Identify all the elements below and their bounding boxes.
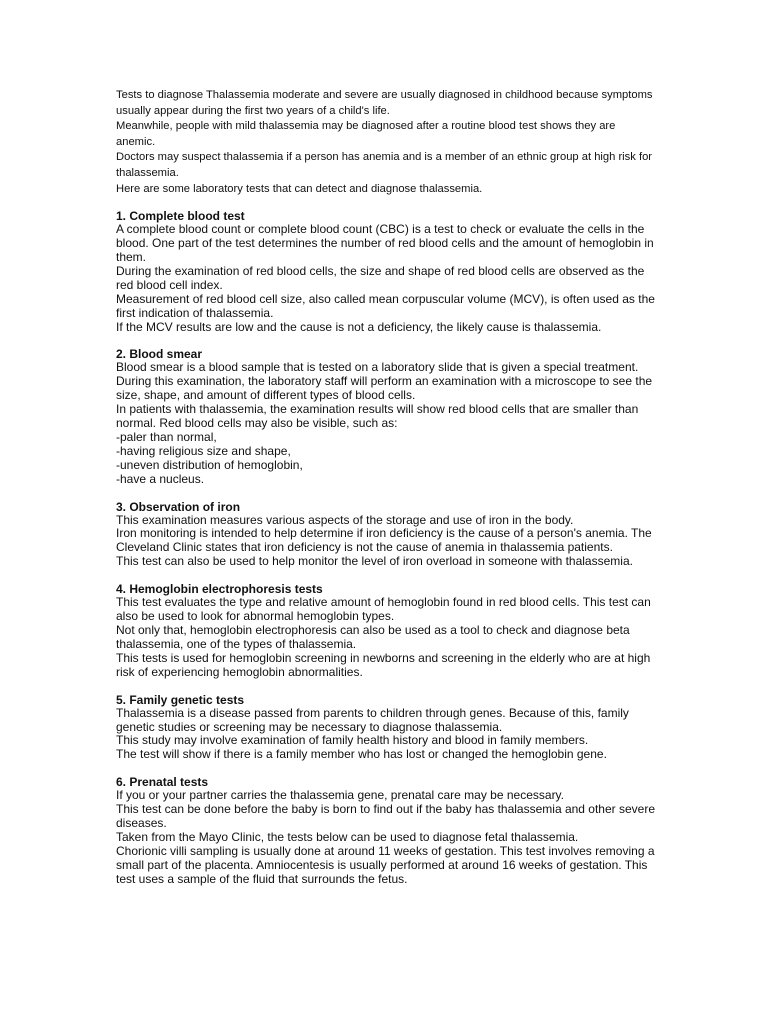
list-item: -uneven distribution of hemoglobin, xyxy=(116,457,303,472)
intro-paragraph: Meanwhile, people with mild thalassemia may be diagnosed after a routine blood test shows they are anemic. xyxy=(116,120,616,148)
intro-block xyxy=(116,88,656,197)
list-item: -paler than normal, xyxy=(116,429,217,444)
section-paragraph: This tests is used for hemoglobin screening in newborns and screening in the elderly who are at high risk of experiencing hemoglobin abnormalities. xyxy=(116,650,651,679)
section-paragraph: If the MCV results are low and the cause is not a deficiency, the likely cause is thalassemia. xyxy=(116,319,602,334)
section-paragraph: This test can also be used to help monitor the level of iron overload in someone with thalassemia. xyxy=(116,554,633,569)
section-heading: 5. Family genetic tests xyxy=(116,692,245,707)
section-paragraph: Not only that, hemoglobin electrophoresis can also be used as a tool to check and diagnose beta thalassemia, one of the types of thalassemia. xyxy=(116,623,630,651)
section-paragraph: This test can be done before the baby is born to find out if the baby has thalassemia and other severe diseases. xyxy=(116,802,656,831)
section-paragraph: Taken from the Mayo Clinic, the tests below can be used to diagnose fetal thalassemia. xyxy=(116,829,579,844)
section-heading: 3. Observation of iron xyxy=(116,499,241,514)
section-paragraph: In patients with thalassemia, the examination results will show red blood cells that are smaller than normal. Red blood cells may also be visible, such as: xyxy=(116,402,639,431)
section-paragraph: Iron monitoring is intended to help determine if iron deficiency is the cause of a person's anemia. The Cleveland Clinic states that iron deficiency is not the cause of anemia in thalassemia patients. xyxy=(116,526,652,555)
section-heading: 6. Prenatal tests xyxy=(116,775,209,790)
intro-paragraph: Here are some laboratory tests that can detect and diagnose thalassemia. xyxy=(116,182,483,195)
section-paragraph: This study may involve examination of family health history and blood in family members. xyxy=(116,733,589,748)
section-blood-smear xyxy=(116,347,656,486)
section-paragraph: Chorionic villi sampling is usually done at around 11 weeks of gestation. This test involves removing a small part of the placenta. Amniocentesis is usually performed at around 16 weeks of gestation. This test uses a sample of the fluid that surrounds the fetus. xyxy=(116,843,655,886)
section-heading: 2. Blood smear xyxy=(116,347,203,362)
section-paragraph: Measurement of red blood cell size, also called mean corpuscular volume (MCV), is often used as the first indication of thalassemia. xyxy=(116,291,655,320)
section-paragraph: Blood smear is a blood sample that is tested on a laboratory slide that is given a special treatment. During this examination, the laboratory staff will perform an examination with a microscope to see the size, shape, and amount of different types of blood cells. xyxy=(116,360,653,403)
list-item: -have a nucleus. xyxy=(116,471,205,486)
section-heading: 4. Hemoglobin electrophoresis tests xyxy=(116,582,323,597)
section-family-genetic-tests xyxy=(116,693,656,763)
section-heading: 1. Complete blood test xyxy=(116,209,245,224)
intro-paragraph: Doctors may suspect thalassemia if a person has anemia and is a member of an ethnic group at high risk for thalassemia. xyxy=(116,151,653,179)
section-prenatal-tests xyxy=(116,775,656,886)
section-observation-of-iron xyxy=(116,500,656,570)
section-paragraph: Thalassemia is a disease passed from parents to children through genes. Because of this, family genetic studies or screening may be necessary to diagnose thalassemia. xyxy=(116,705,629,734)
section-paragraph: This examination measures various aspects of the storage and use of iron in the body. xyxy=(116,512,574,527)
section-paragraph: During the examination of red blood cells, the size and shape of red blood cells are observed as the red blood cell index. xyxy=(116,263,645,292)
document-page xyxy=(116,88,656,900)
intro-paragraph: Tests to diagnose Thalassemia moderate and severe are usually diagnosed in childhood because symptoms usually appear during the first two years of a child's life. xyxy=(116,89,653,117)
section-complete-blood-test xyxy=(116,209,656,334)
list-item: -having religious size and shape, xyxy=(116,443,291,458)
section-hemoglobin-electrophoresis xyxy=(116,582,656,679)
section-paragraph: A complete blood count or complete blood count (CBC) is a test to check or evaluate the cells in the blood. One part of the test determines the number of red blood cells and the amount of hemoglobin in them. xyxy=(116,222,654,264)
section-paragraph: If you or your partner carries the thalassemia gene, prenatal care may be necessary. xyxy=(116,788,565,803)
section-paragraph: This test evaluates the type and relative amount of hemoglobin found in red blood cells. This test can also be used to look for abnormal hemoglobin types. xyxy=(116,595,651,624)
section-paragraph: The test will show if there is a family member who has lost or changed the hemoglobin gene. xyxy=(116,747,607,762)
